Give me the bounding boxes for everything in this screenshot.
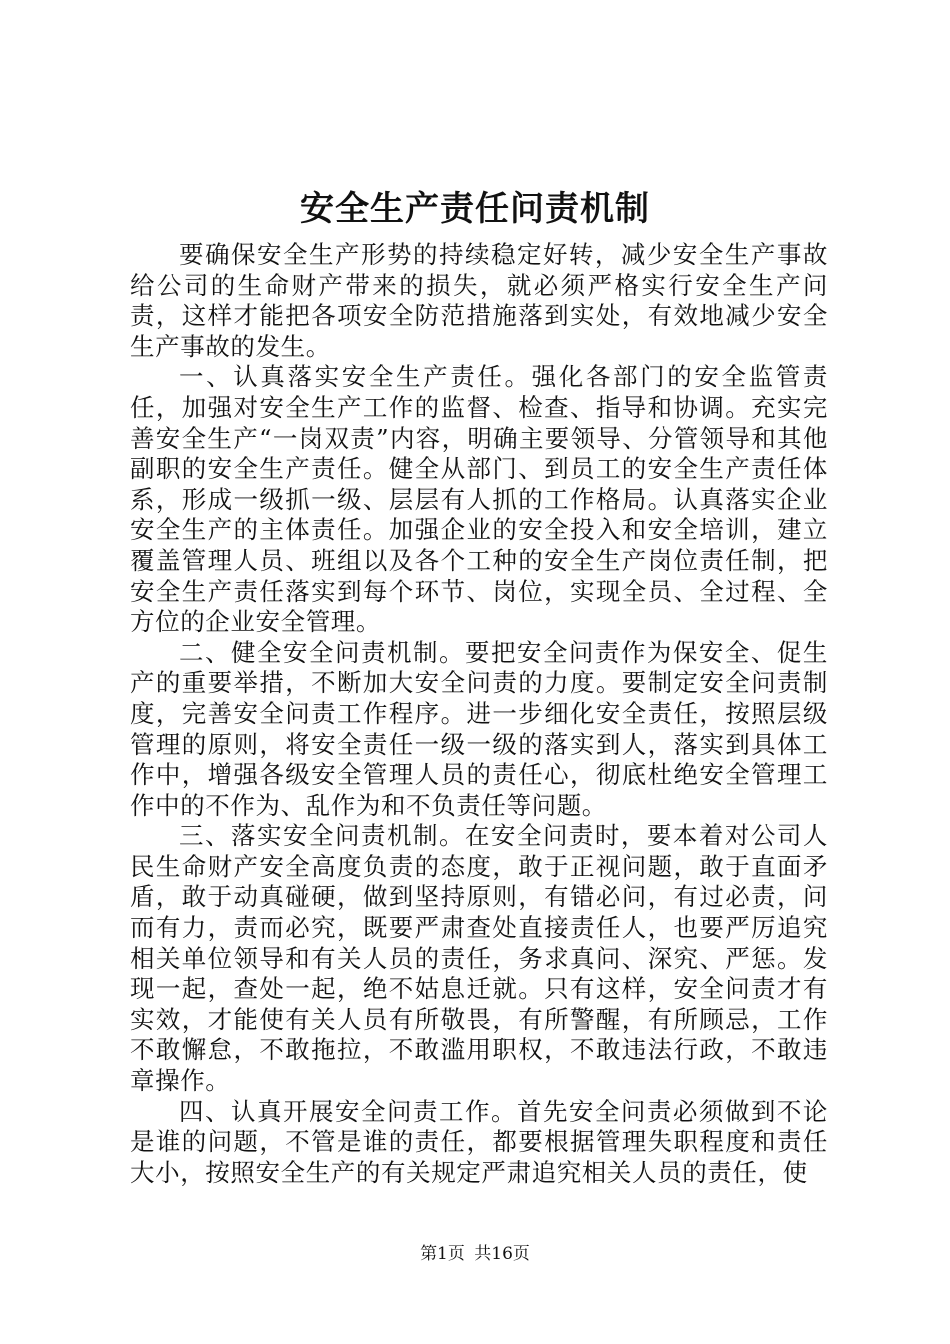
- page-number: 第1页: [420, 1244, 465, 1264]
- total-pages: 共16页: [474, 1244, 530, 1264]
- document-title: 安全生产责任问责机制: [300, 189, 650, 229]
- paragraph-section-3: 三、落实安全问责机制。在安全问责时，要本着对公司人民生命财产安全高度负责的态度，敢于正视问题，敢于直面矛盾，敢于动真碰硬，做到坚持原则，有错必问，有过必责，问而有力，责而必究，既要严肃查处直接责任人，也要严厉追究相关单位领导和有关人员的责任，务求真问、深究、严惩。发现一起，查处一起，绝不姑息迁就。只有这样，安全问责才有实效，才能使有关人员有所敬畏，有所警醒，有所顾忌，工作不敢懈怠，不敢拖拉，不敢滥用职权，不敢违法行政，不敢违章操作。: [130, 821, 828, 1096]
- paragraph-section-1: 一、认真落实安全生产责任。强化各部门的安全监管责任，加强对安全生产工作的监督、检查、指导和协调。充实完善安全生产“一岗双责”内容，明确主要领导、分管领导和其他副职的安全生产责任。健全从部门、到员工的安全生产责任体系，形成一级抓一级、层层有人抓的工作格局。认真落实企业安全生产的主体责任。加强企业的安全投入和安全培训，建立覆盖管理人员、班组以及各个工种的安全生产岗位责任制，把安全生产责任落实到每个环节、岗位，实现全员、全过程、全方位的企业安全管理。: [130, 362, 828, 637]
- paragraph-intro: 要确保安全生产形势的持续稳定好转，减少安全生产事故给公司的生命财产带来的损失，就必须严格实行安全生产问责，这样才能把各项安全防范措施落到实处，有效地减少安全生产事故的发生。: [130, 240, 828, 361]
- paragraph-section-4: 四、认真开展安全问责工作。首先安全问责必须做到不论是谁的问题，不管是谁的责任，都要根据管理失职程度和责任大小，按照安全生产的有关规定严肃追究相关人员的责任，使: [130, 1096, 828, 1187]
- page-footer: [0, 1242, 950, 1266]
- paragraph-section-2: 二、健全安全问责机制。要把安全问责作为保安全、促生产的重要举措，不断加大安全问责的力度。要制定安全问责制度，完善安全问责工作程序。进一步细化安全责任，按照层级管理的原则，将安全责任一级一级的落实到人，落实到具体工作中，增强各级安全管理人员的责任心，彻底杜绝安全管理工作中的不作为、乱作为和不负责任等问题。: [130, 637, 828, 820]
- document-body: [130, 240, 828, 1188]
